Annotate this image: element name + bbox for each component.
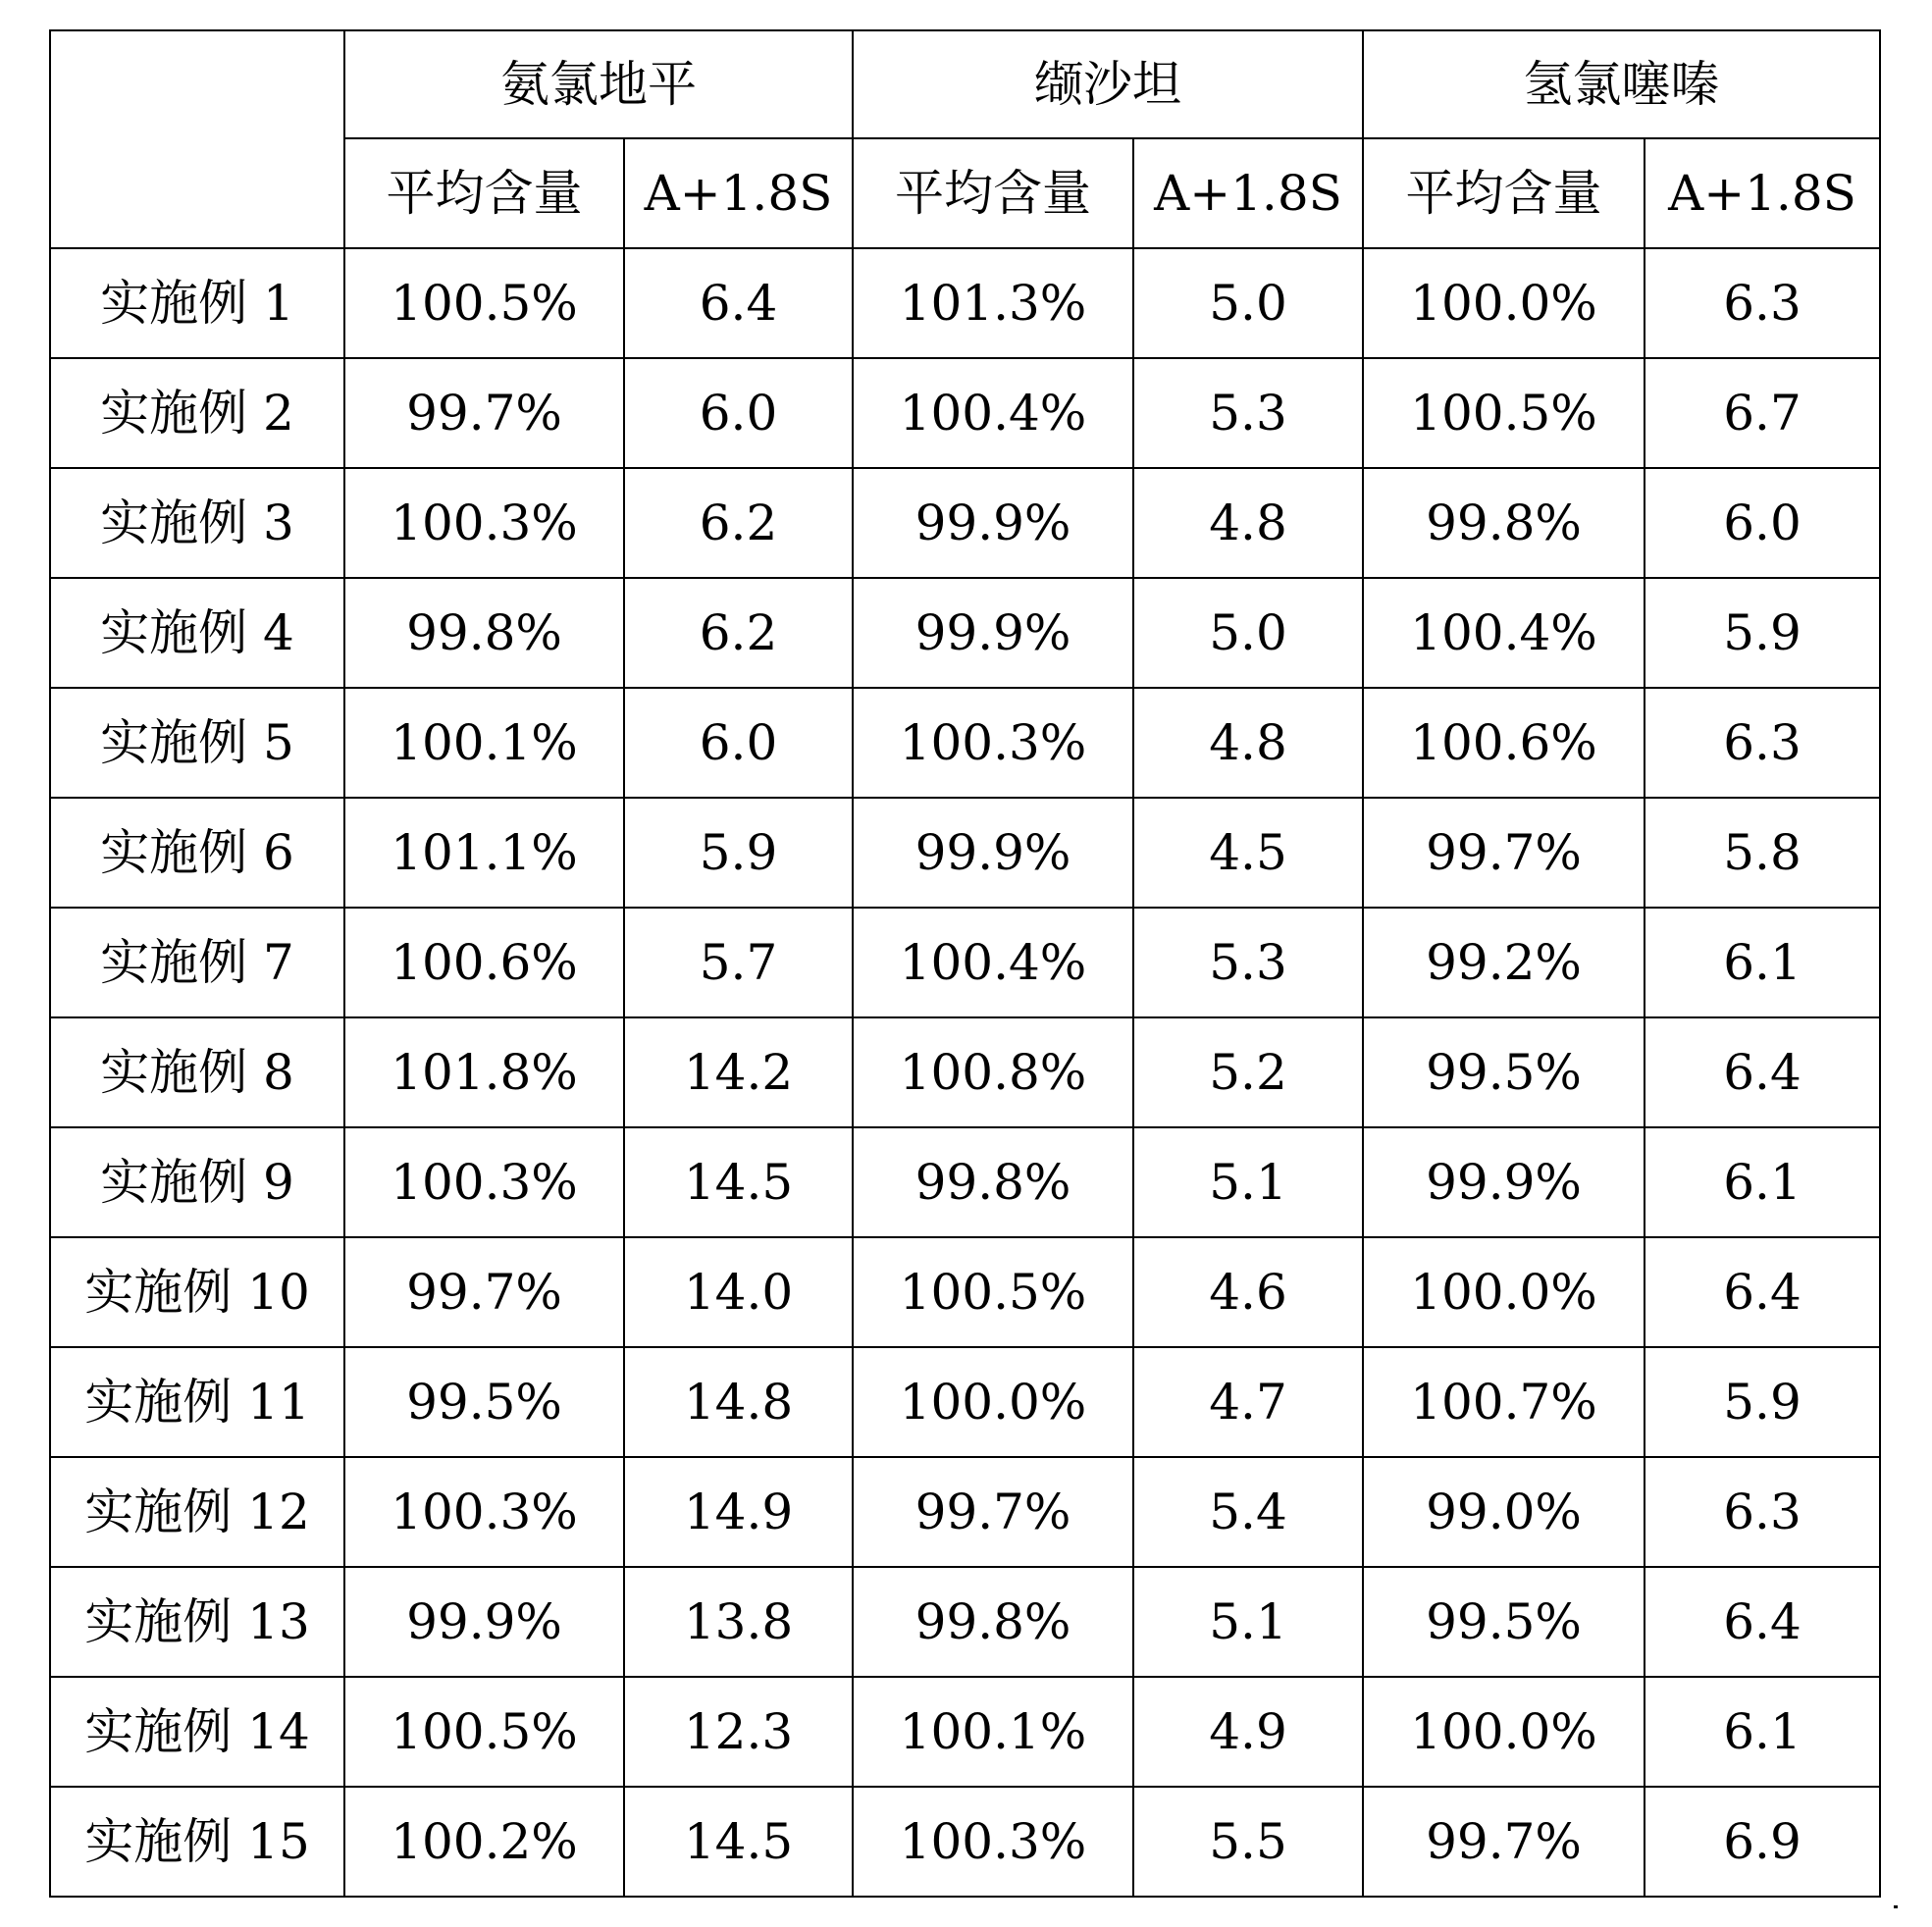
row-label: 实施例 13 — [50, 1567, 344, 1677]
cell-amlodipine-av: 14.8 — [624, 1347, 853, 1457]
cell-hctz-av: 6.3 — [1645, 1457, 1880, 1567]
group-header-valsartan: 缬沙坦 — [853, 30, 1363, 138]
row-label: 实施例 2 — [50, 358, 344, 468]
row-label: 实施例 14 — [50, 1677, 344, 1787]
cell-amlodipine-content: 99.8% — [344, 578, 624, 688]
cell-valsartan-content: 99.8% — [853, 1127, 1133, 1237]
subheader-acceptance-value: A+1.8S — [624, 138, 853, 248]
cell-valsartan-content: 100.3% — [853, 688, 1133, 798]
cell-amlodipine-content: 101.1% — [344, 798, 624, 908]
cell-valsartan-av: 4.8 — [1133, 468, 1363, 578]
cell-amlodipine-content: 100.6% — [344, 908, 624, 1017]
cell-amlodipine-av: 6.4 — [624, 248, 853, 358]
cell-hctz-content: 99.5% — [1363, 1567, 1645, 1677]
cell-hctz-content: 99.5% — [1363, 1017, 1645, 1127]
cell-valsartan-av: 4.5 — [1133, 798, 1363, 908]
cell-amlodipine-av: 6.0 — [624, 358, 853, 468]
cell-amlodipine-av: 12.3 — [624, 1677, 853, 1787]
cell-valsartan-av: 5.0 — [1133, 248, 1363, 358]
row-label: 实施例 11 — [50, 1347, 344, 1457]
row-label: 实施例 9 — [50, 1127, 344, 1237]
cell-hctz-content: 100.6% — [1363, 688, 1645, 798]
table-row — [50, 468, 1880, 578]
cell-valsartan-av: 5.0 — [1133, 578, 1363, 688]
cell-amlodipine-av: 5.7 — [624, 908, 853, 1017]
cell-hctz-av: 6.4 — [1645, 1237, 1880, 1347]
cell-hctz-content: 100.0% — [1363, 248, 1645, 358]
table-row — [50, 358, 1880, 468]
cell-amlodipine-content: 101.8% — [344, 1017, 624, 1127]
cell-hctz-av: 6.4 — [1645, 1567, 1880, 1677]
table-row — [50, 1347, 1880, 1457]
table-row — [50, 908, 1880, 1017]
table-row — [50, 248, 1880, 358]
cell-amlodipine-content: 99.9% — [344, 1567, 624, 1677]
cell-hctz-content: 99.7% — [1363, 1787, 1645, 1897]
cell-hctz-av: 6.9 — [1645, 1787, 1880, 1897]
cell-valsartan-av: 5.1 — [1133, 1567, 1363, 1677]
table-row — [50, 1787, 1880, 1897]
row-label: 实施例 1 — [50, 248, 344, 358]
cell-amlodipine-av: 6.2 — [624, 578, 853, 688]
cell-valsartan-content: 101.3% — [853, 248, 1133, 358]
group-header-amlodipine: 氨氯地平 — [344, 30, 853, 138]
cell-valsartan-content: 100.4% — [853, 908, 1133, 1017]
row-label: 实施例 15 — [50, 1787, 344, 1897]
cell-valsartan-av: 5.1 — [1133, 1127, 1363, 1237]
cell-hctz-av: 6.4 — [1645, 1017, 1880, 1127]
cell-valsartan-content: 99.9% — [853, 798, 1133, 908]
cell-hctz-av: 6.0 — [1645, 468, 1880, 578]
cell-valsartan-av: 4.6 — [1133, 1237, 1363, 1347]
cell-hctz-content: 99.7% — [1363, 798, 1645, 908]
cell-hctz-av: 6.1 — [1645, 908, 1880, 1017]
cell-amlodipine-av: 14.5 — [624, 1127, 853, 1237]
cell-hctz-content: 100.4% — [1363, 578, 1645, 688]
row-label: 实施例 3 — [50, 468, 344, 578]
cell-amlodipine-content: 99.7% — [344, 358, 624, 468]
table-row — [50, 1457, 1880, 1567]
cell-amlodipine-content: 100.3% — [344, 1457, 624, 1567]
content-uniformity-table — [49, 29, 1881, 1898]
group-header-row — [50, 30, 1880, 138]
cell-hctz-content: 99.2% — [1363, 908, 1645, 1017]
cell-amlodipine-content: 99.5% — [344, 1347, 624, 1457]
cell-hctz-content: 99.9% — [1363, 1127, 1645, 1237]
table-row — [50, 1677, 1880, 1787]
row-label: 实施例 10 — [50, 1237, 344, 1347]
cell-hctz-av: 6.1 — [1645, 1127, 1880, 1237]
cell-amlodipine-av: 14.2 — [624, 1017, 853, 1127]
cell-valsartan-av: 5.3 — [1133, 908, 1363, 1017]
cell-valsartan-content: 100.4% — [853, 358, 1133, 468]
subheader-average-content: 平均含量 — [344, 138, 624, 248]
cell-valsartan-av: 5.3 — [1133, 358, 1363, 468]
cell-amlodipine-av: 5.9 — [624, 798, 853, 908]
cell-amlodipine-content: 100.5% — [344, 248, 624, 358]
cell-hctz-av: 6.3 — [1645, 248, 1880, 358]
cell-amlodipine-content: 99.7% — [344, 1237, 624, 1347]
cell-valsartan-content: 100.8% — [853, 1017, 1133, 1127]
cell-hctz-av: 5.8 — [1645, 798, 1880, 908]
row-label: 实施例 6 — [50, 798, 344, 908]
cell-hctz-content: 100.7% — [1363, 1347, 1645, 1457]
cell-amlodipine-content: 100.5% — [344, 1677, 624, 1787]
cell-amlodipine-content: 100.3% — [344, 468, 624, 578]
row-label: 实施例 12 — [50, 1457, 344, 1567]
cell-hctz-av: 5.9 — [1645, 578, 1880, 688]
subheader-average-content: 平均含量 — [1363, 138, 1645, 248]
cell-hctz-content: 100.5% — [1363, 358, 1645, 468]
cell-hctz-av: 6.1 — [1645, 1677, 1880, 1787]
cell-hctz-content: 100.0% — [1363, 1677, 1645, 1787]
table-row — [50, 798, 1880, 908]
group-header-hydrochlorothiazide: 氢氯噻嗪 — [1363, 30, 1880, 138]
cell-hctz-av: 6.3 — [1645, 688, 1880, 798]
cell-hctz-content: 100.0% — [1363, 1237, 1645, 1347]
cell-hctz-av: 5.9 — [1645, 1347, 1880, 1457]
row-label: 实施例 4 — [50, 578, 344, 688]
table-row — [50, 1567, 1880, 1677]
cell-amlodipine-content: 100.3% — [344, 1127, 624, 1237]
cell-valsartan-av: 4.9 — [1133, 1677, 1363, 1787]
cell-valsartan-content: 100.1% — [853, 1677, 1133, 1787]
row-label: 实施例 8 — [50, 1017, 344, 1127]
cell-valsartan-content: 100.3% — [853, 1787, 1133, 1897]
table-row — [50, 1237, 1880, 1347]
cell-valsartan-content: 100.0% — [853, 1347, 1133, 1457]
subheader-acceptance-value: A+1.8S — [1133, 138, 1363, 248]
table-row — [50, 1127, 1880, 1237]
table-row — [50, 578, 1880, 688]
cell-amlodipine-content: 100.2% — [344, 1787, 624, 1897]
cell-amlodipine-av: 14.9 — [624, 1457, 853, 1567]
row-label: 实施例 5 — [50, 688, 344, 798]
cell-valsartan-content: 99.7% — [853, 1457, 1133, 1567]
table-row — [50, 688, 1880, 798]
cell-valsartan-content: 99.9% — [853, 578, 1133, 688]
cell-amlodipine-av: 6.0 — [624, 688, 853, 798]
cell-valsartan-av: 4.7 — [1133, 1347, 1363, 1457]
cell-valsartan-av: 5.2 — [1133, 1017, 1363, 1127]
cell-valsartan-content: 99.8% — [853, 1567, 1133, 1677]
cell-amlodipine-content: 100.1% — [344, 688, 624, 798]
cell-amlodipine-av: 13.8 — [624, 1567, 853, 1677]
cell-valsartan-av: 5.4 — [1133, 1457, 1363, 1567]
table-row — [50, 1017, 1880, 1127]
row-label: 实施例 7 — [50, 908, 344, 1017]
stray-mark — [1894, 1905, 1898, 1908]
cell-valsartan-av: 5.5 — [1133, 1787, 1363, 1897]
corner-cell — [50, 30, 344, 248]
cell-hctz-av: 6.7 — [1645, 358, 1880, 468]
cell-amlodipine-av: 14.0 — [624, 1237, 853, 1347]
subheader-average-content: 平均含量 — [853, 138, 1133, 248]
cell-hctz-content: 99.0% — [1363, 1457, 1645, 1567]
cell-amlodipine-av: 6.2 — [624, 468, 853, 578]
cell-valsartan-content: 100.5% — [853, 1237, 1133, 1347]
subheader-acceptance-value: A+1.8S — [1645, 138, 1880, 248]
cell-amlodipine-av: 14.5 — [624, 1787, 853, 1897]
cell-valsartan-content: 99.9% — [853, 468, 1133, 578]
cell-hctz-content: 99.8% — [1363, 468, 1645, 578]
cell-valsartan-av: 4.8 — [1133, 688, 1363, 798]
